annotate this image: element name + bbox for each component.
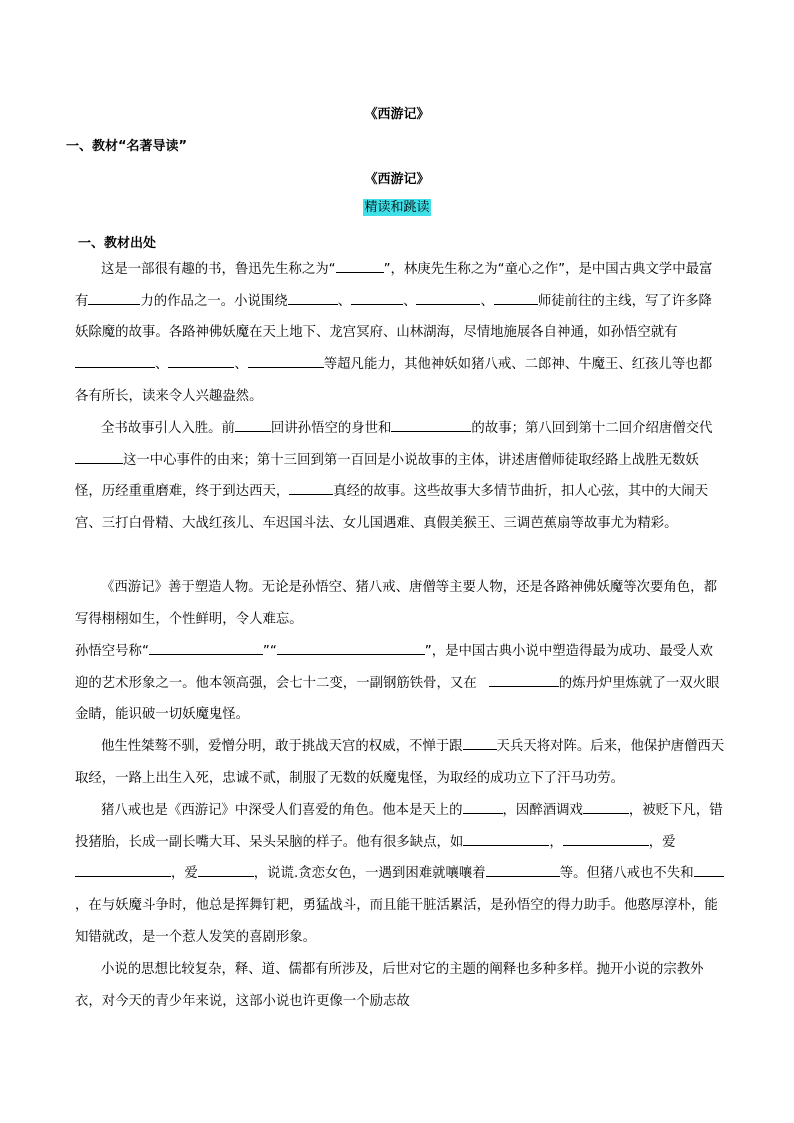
text-run: ，在与妖魔斗争时，他总是挥舞钉耙，勇猛战斗，而且能干脏活累活，是孙悟空的得力助手。他憨厚淳朴，能知错就改，是一个惹人发笑的喜剧形象。 — [75, 898, 718, 945]
fill-blank[interactable] — [494, 290, 538, 305]
text-run: 真经的故事。这些故事大多情节曲折，扣人心弦，其中的大闹天宫、三打白骨精、大战红孩儿、车迟国斗法、女儿国遇难、真假美猴王、三调芭蕉扇等故事尤为精彩。 — [75, 484, 709, 532]
text-run: 师徒前往的主线，写了许多降妖除魔的故事。各路神佛妖魔在天上地下、龙宫冥府、山林湖海，尽情地施展各自神通，如孙悟空就有 — [75, 293, 712, 341]
fill-blank[interactable] — [391, 417, 471, 432]
text-run: 、 — [155, 357, 169, 373]
fill-blank[interactable] — [277, 640, 425, 655]
text-run: 、 — [403, 293, 417, 309]
document-title: 《西游记》 — [364, 107, 430, 122]
text-run: ，被贬下凡，错投猪胎，长成一副长嘴大耳、呆头呆脑的样子。他有很多缺点，如 — [75, 803, 723, 850]
text-run: 回讲孙悟空的身世和 — [270, 421, 392, 436]
fill-blank[interactable] — [463, 735, 497, 750]
fill-blank[interactable] — [75, 449, 123, 464]
highlighted-heading: 精读和跳读 — [364, 200, 430, 215]
fill-blank[interactable] — [463, 799, 503, 814]
paragraph-personality — [75, 731, 725, 794]
text-run: 《西游记》善于塑造人物。无论是孙悟空、猪八戒、唐僧等主要人物，还是各路神佛妖魔等次要角色，都写得栩栩如生，个性鲜明，令人难忘。 — [75, 580, 717, 627]
text-run: 的炼丹炉里炼就了一双火眼金睛，能识破一切妖魔鬼怪。 — [75, 675, 720, 723]
text-run: ”，是中国古典小说中塑造得最为成功、最受人欢迎的艺术形象之一。他本领高强，会七十二变，一副钢筋铁骨，又在 — [75, 644, 713, 691]
text-run: 这是一部很有趣的书，鲁迅先生称之为“ — [101, 262, 336, 277]
text-run: 这一中心事件的由来；第十三回到第一百回是小说故事的主体，讲述唐僧师徒取经路上战胜无数妖怪，历经重重磨难，终于到达西天， — [75, 452, 699, 500]
paragraph-plot — [75, 413, 725, 540]
text-run: 他生性桀骜不驯，爱憎分明，敢于挑战天宫的权威，不惮于跟 — [101, 739, 463, 754]
text-run: 等超凡能力，其他神妖如猪八戒、二郎神、牛魔王、红孩儿等也都各有所长，读来令人兴趣盎然。 — [75, 357, 713, 404]
text-run: ”，林庚先生称之为“童心之作”，是中国古典文学中最富有 — [75, 262, 713, 309]
fill-blank[interactable] — [351, 290, 403, 305]
text-run: 、 — [337, 293, 352, 309]
paragraph-zhu-bajie — [75, 795, 725, 954]
text-run: 交代 — [685, 421, 713, 436]
text-run: 等。但猪八戒也不失和 — [559, 866, 694, 882]
section-heading-source: 一、教材出处 — [78, 236, 157, 251]
highlight-row — [0, 196, 794, 215]
text-run: 力的作品之一。小说围绕 — [140, 293, 288, 309]
text-run: 的故事；第八回到第十二回介绍唐僧 — [471, 421, 686, 436]
fill-blank[interactable] — [336, 258, 384, 273]
text-run: ”“ — [262, 644, 277, 659]
text-run: 猪八戒也是《西游记》中深受人们喜爱的角色。他本是天上的 — [101, 803, 463, 818]
text-run: 天兵天将对阵。后来，他保护唐僧西天取经，一路上出生入死，忠诚不贰，制服了无数的妖魔鬼怪，为取经的成功立下了汗马功劳。 — [75, 739, 725, 786]
text-run: ， — [648, 834, 663, 850]
fill-blank[interactable] — [88, 290, 140, 305]
fill-blank[interactable] — [75, 353, 155, 368]
fill-blank[interactable] — [489, 672, 559, 687]
text-run: 爱 — [662, 834, 676, 850]
text-run: ， — [549, 834, 563, 850]
fill-blank[interactable] — [486, 862, 560, 877]
paragraph-sun-wukong — [75, 636, 725, 731]
fill-blank[interactable] — [694, 862, 724, 877]
sub-title: 《西游记》 — [364, 172, 430, 187]
fill-blank[interactable] — [235, 417, 271, 432]
paragraph-intro — [75, 254, 725, 413]
fill-blank[interactable] — [149, 640, 263, 655]
fill-blank[interactable] — [563, 831, 649, 846]
text-run: 小说的思想比较复杂，释、道、儒都有所涉及，后世对它的主题的阐释也多种多样。抛开小说的宗教外衣，对今天的青少年来说，这部小说也许更像一个励志故 — [75, 962, 704, 1009]
paragraph-theme — [75, 954, 725, 1017]
section-heading-textbook-guide: 一、教材“名著导读” — [66, 139, 188, 154]
text-run: 孙悟空号称“ — [75, 644, 149, 659]
text-run: ，爱 — [171, 866, 198, 882]
text-run: 全书故事引人入胜。前 — [101, 421, 235, 436]
paragraph-characters — [75, 572, 725, 635]
fill-blank[interactable] — [168, 353, 234, 368]
fill-blank[interactable] — [463, 831, 549, 846]
text-run: 、 — [234, 357, 248, 373]
text-run: ，因醉酒调戏 — [502, 803, 583, 818]
fill-blank[interactable] — [289, 480, 333, 495]
fill-blank[interactable] — [75, 862, 171, 877]
fill-blank[interactable] — [248, 353, 324, 368]
fill-blank[interactable] — [416, 290, 480, 305]
text-run: 、 — [480, 293, 494, 309]
fill-blank[interactable] — [583, 799, 629, 814]
fill-blank[interactable] — [198, 862, 254, 877]
text-run: ，说谎.贪恋女色，一遇到困难就嚷嚷着 — [253, 866, 486, 882]
fill-blank[interactable] — [288, 290, 338, 305]
